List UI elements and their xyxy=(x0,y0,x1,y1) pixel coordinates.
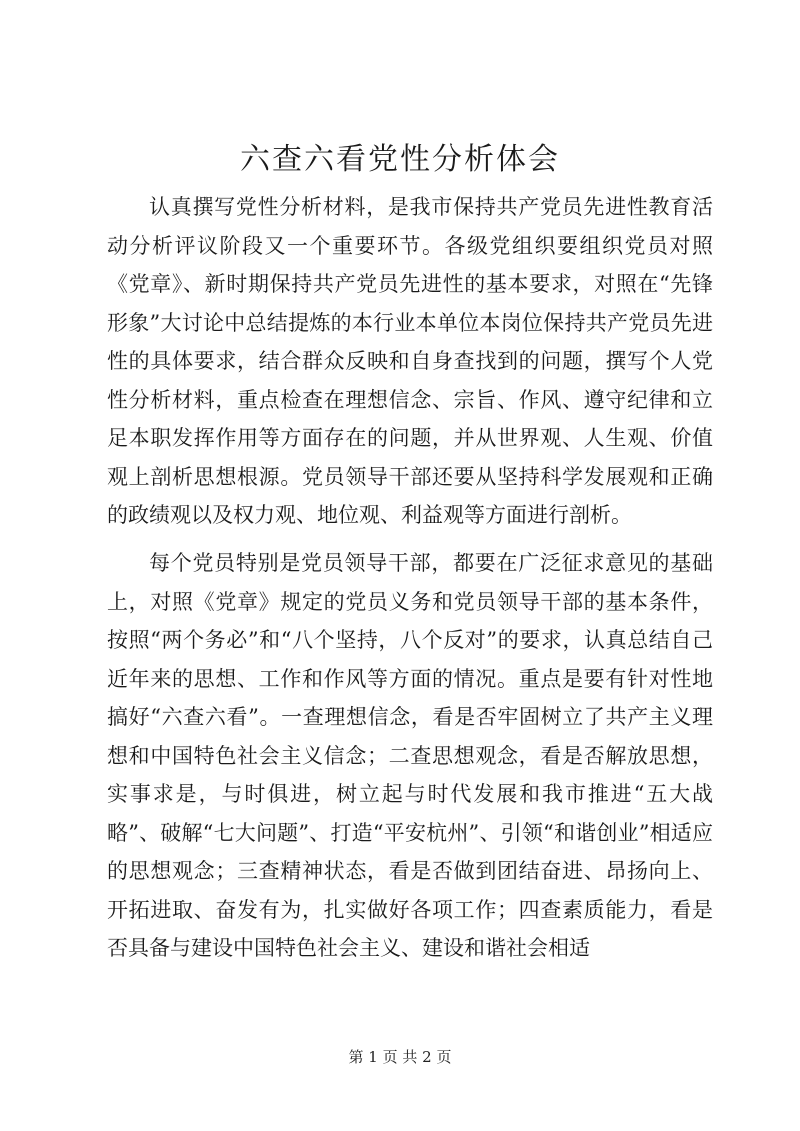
page-footer xyxy=(0,1047,800,1067)
document-title: 六查六看党性分析体会 xyxy=(240,142,560,177)
body-paragraph-1: 认真撰写党性分析材料，是我市保持共产党员先进性教育活动分析评议阶段又一个重要环节。各级党组织要组织党员对照《党章》、新时期保持共产党员先进性的基本要求，对照在“先锋形象”大讨论中总结提炼的本行业本单位本岗位保持共产党员先进性的具体要求，结合群众反映和自身查找到的问题，撰写个人党性分析材料，重点检查在理想信念、宗旨、作风、遵守纪律和立足本职发挥作用等方面存在的问题，并从世界观、人生观、价值观上剖析思想根源。党员领导干部还要从坚持科学发展观和正确的政绩观以及权力观、地位观、利益观等方面进行剖析。 xyxy=(107,195,713,527)
page-number-label: 第 1 页 共 2 页 xyxy=(348,1048,452,1066)
body-paragraph-2: 每个党员特别是党员领导干部，都要在广泛征求意见的基础上，对照《党章》规定的党员义务和党员领导干部的基本条件，按照“两个务必”和“八个坚持，八个反对”的要求，认真总结自己近年来的思想、工作和作风等方面的情况。重点是要有针对性地搞好“六查六看”。一查理想信念，看是否牢固树立了共产主义理想和中国特色社会主义信念；二查思想观念，看是否解放思想，实事求是，与时俱进，树立起与时代发展和我市推进“五大战略”、破解“七大问题”、打造“平安杭州”、引领“和谐创业”相适应的思想观念；三查精神状态，看是否做到团结奋进、昂扬向上、开拓进取、奋发有为，扎实做好各项工作；四查素质能力，看是否具备与建设中国特色社会主义、建设和谐社会相适 xyxy=(107,551,713,960)
